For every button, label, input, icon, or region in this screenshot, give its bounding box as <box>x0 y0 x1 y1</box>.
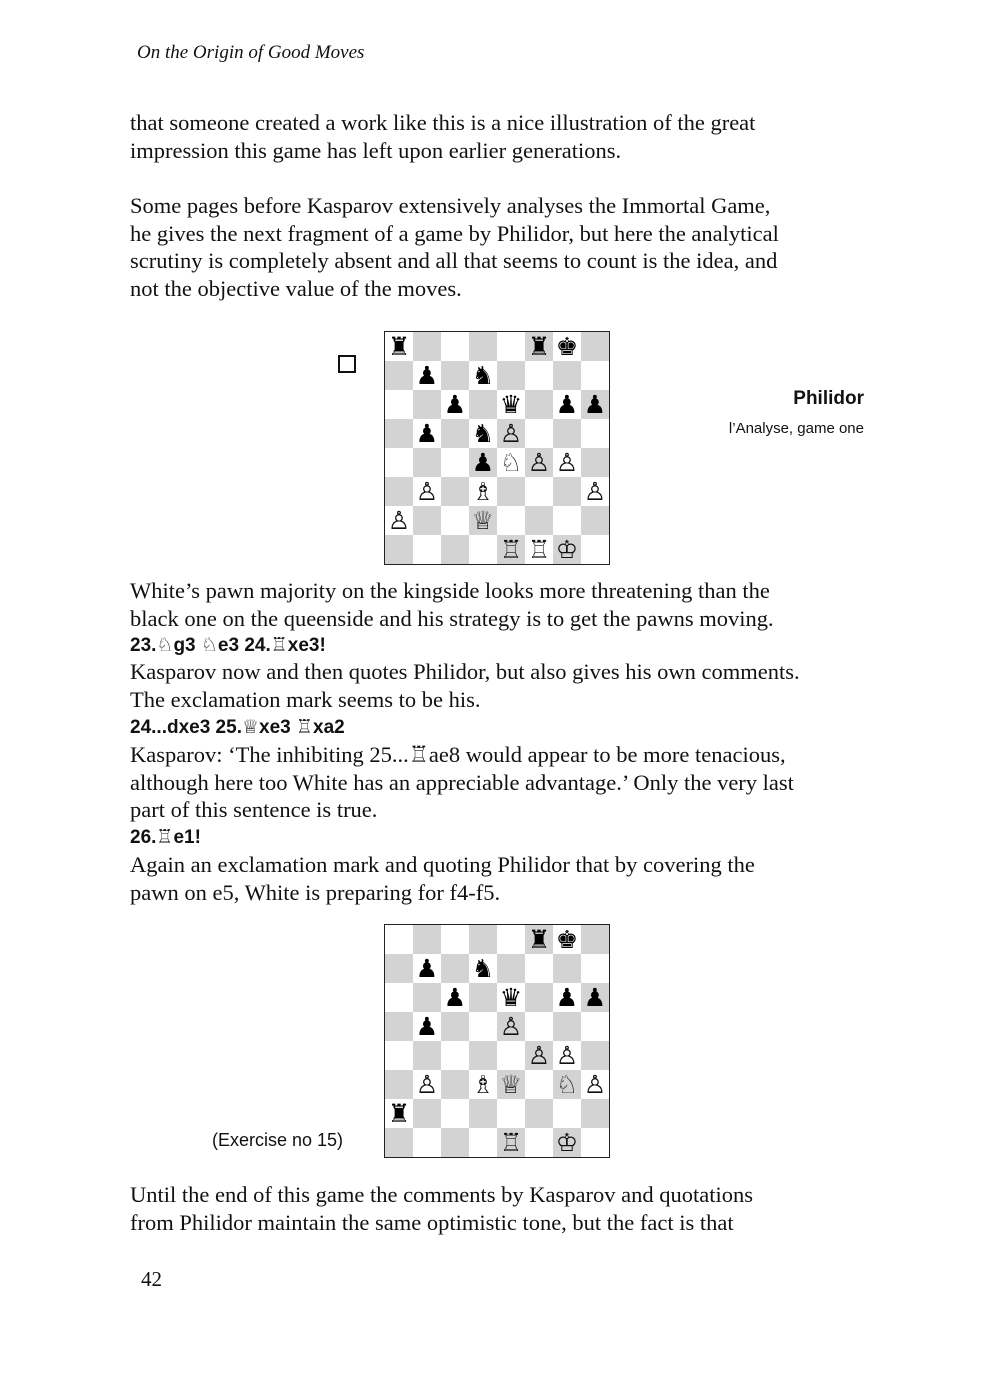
square-d7 <box>469 954 497 983</box>
black-pawn-icon: ♟ <box>555 983 579 1012</box>
square-a8 <box>385 925 413 954</box>
text-line: Again an exclamation mark and quoting Philidor that by covering the <box>130 852 755 877</box>
square-h8 <box>581 925 609 954</box>
square-d1 <box>469 535 497 564</box>
square-d6 <box>469 983 497 1012</box>
square-a1 <box>385 535 413 564</box>
square-c6 <box>441 390 469 419</box>
square-f3 <box>525 477 553 506</box>
square-b2 <box>413 506 441 535</box>
square-a2 <box>385 506 413 535</box>
square-d6 <box>469 390 497 419</box>
square-g8 <box>553 925 581 954</box>
square-d4 <box>469 1041 497 1070</box>
square-c2 <box>441 506 469 535</box>
text-line: Kasparov: ‘The inhibiting 25...♖ae8 would appear to be more tenacious, <box>130 742 786 767</box>
paragraph-6 <box>130 851 870 906</box>
square-e7 <box>497 954 525 983</box>
white-pawn-icon: ♙ <box>583 477 607 506</box>
square-e2 <box>497 1099 525 1128</box>
white-knight-icon: ♘ <box>499 448 523 477</box>
square-h2 <box>581 506 609 535</box>
square-f2 <box>525 506 553 535</box>
square-d3 <box>469 1070 497 1099</box>
square-d8 <box>469 332 497 361</box>
square-f7 <box>525 361 553 390</box>
diagram-source: l’Analyse, game one <box>728 420 864 437</box>
square-g6 <box>553 983 581 1012</box>
square-h5 <box>581 1012 609 1041</box>
square-b7 <box>413 954 441 983</box>
square-f3 <box>525 1070 553 1099</box>
text-line: White’s pawn majority on the kingside looks more threatening than the <box>130 578 770 603</box>
chess-diagram-2 <box>384 924 610 1158</box>
square-d2 <box>469 506 497 535</box>
square-e2 <box>497 506 525 535</box>
square-e1 <box>497 1128 525 1157</box>
square-f6 <box>525 983 553 1012</box>
square-h5 <box>581 419 609 448</box>
black-rook-icon: ♜ <box>527 925 551 954</box>
square-e5 <box>497 419 525 448</box>
square-g5 <box>553 419 581 448</box>
text-line: he gives the next fragment of a game by Philidor, but here the analytical <box>130 220 779 246</box>
square-d4 <box>469 448 497 477</box>
square-c8 <box>441 925 469 954</box>
square-c5 <box>441 419 469 448</box>
text-line: scrutiny is completely absent and all that seems to count is the idea, and <box>130 248 778 273</box>
white-bishop-icon: ♗ <box>471 1070 495 1099</box>
chess-diagram-1 <box>384 331 610 565</box>
square-c7 <box>441 361 469 390</box>
square-h3 <box>581 1070 609 1099</box>
black-pawn-icon: ♟ <box>443 983 467 1012</box>
square-b8 <box>413 925 441 954</box>
square-g1 <box>553 1128 581 1157</box>
white-pawn-icon: ♙ <box>387 506 411 535</box>
black-pawn-icon: ♟ <box>583 390 607 419</box>
square-g2 <box>553 1099 581 1128</box>
square-c8 <box>441 332 469 361</box>
square-a6 <box>385 390 413 419</box>
square-g2 <box>553 506 581 535</box>
white-pawn-icon: ♙ <box>499 1012 523 1041</box>
square-f4 <box>525 448 553 477</box>
square-a8 <box>385 332 413 361</box>
black-rook-icon: ♜ <box>527 332 551 361</box>
text-line: Until the end of this game the comments by Kasparov and quotations <box>130 1182 754 1207</box>
square-h1 <box>581 1128 609 1157</box>
square-g3 <box>553 477 581 506</box>
square-b3 <box>413 477 441 506</box>
square-a5 <box>385 1012 413 1041</box>
square-g5 <box>553 1012 581 1041</box>
square-d2 <box>469 1099 497 1128</box>
white-pawn-icon: ♙ <box>527 1041 551 1070</box>
square-g4 <box>553 448 581 477</box>
black-pawn-icon: ♟ <box>415 361 439 390</box>
text-line: although here too White has an appreciable advantage.’ Only the very last <box>130 769 794 795</box>
square-h6 <box>581 983 609 1012</box>
text-line: The exclamation mark seems to be his. <box>130 686 481 712</box>
square-e4 <box>497 1041 525 1070</box>
square-h7 <box>581 361 609 390</box>
square-e1 <box>497 535 525 564</box>
square-f1 <box>525 1128 553 1157</box>
square-h6 <box>581 390 609 419</box>
black-rook-icon: ♜ <box>387 1099 411 1128</box>
square-e5 <box>497 1012 525 1041</box>
square-a5 <box>385 419 413 448</box>
square-a3 <box>385 477 413 506</box>
square-g8 <box>553 332 581 361</box>
black-knight-icon: ♞ <box>471 954 495 983</box>
page-number: 42 <box>141 1267 162 1291</box>
white-king-icon: ♔ <box>555 535 579 564</box>
move-line-1: 23.♘g3 ♘e3 24.♖xe3! <box>130 635 326 656</box>
square-g4 <box>553 1041 581 1070</box>
square-f5 <box>525 419 553 448</box>
white-pawn-icon: ♙ <box>499 419 523 448</box>
square-d5 <box>469 419 497 448</box>
square-f6 <box>525 390 553 419</box>
square-b3 <box>413 1070 441 1099</box>
move-line-3: 26.♖e1! <box>130 827 201 848</box>
square-e7 <box>497 361 525 390</box>
square-b8 <box>413 332 441 361</box>
square-d7 <box>469 361 497 390</box>
black-queen-icon: ♛ <box>499 983 523 1012</box>
square-g7 <box>553 361 581 390</box>
exercise-caption: (Exercise no 15) <box>212 1130 344 1150</box>
white-pawn-icon: ♙ <box>415 1070 439 1099</box>
text-line: that someone created a work like this is a nice illustration of the great <box>130 110 756 135</box>
square-f2 <box>525 1099 553 1128</box>
black-pawn-icon: ♟ <box>471 448 495 477</box>
square-c3 <box>441 1070 469 1099</box>
move-line-2: 24...dxe3 25.♕xe3 ♖xa2 <box>130 717 345 738</box>
text-line: Kasparov now and then quotes Philidor, but also gives his own comments. <box>130 659 800 684</box>
square-f8 <box>525 925 553 954</box>
square-b5 <box>413 419 441 448</box>
black-rook-icon: ♜ <box>387 332 411 361</box>
text-line: impression this game has left upon earlier generations. <box>130 137 622 163</box>
square-b6 <box>413 983 441 1012</box>
square-g7 <box>553 954 581 983</box>
square-h4 <box>581 1041 609 1070</box>
black-pawn-icon: ♟ <box>415 419 439 448</box>
black-knight-icon: ♞ <box>471 419 495 448</box>
square-c4 <box>441 1041 469 1070</box>
square-a2 <box>385 1099 413 1128</box>
black-pawn-icon: ♟ <box>443 390 467 419</box>
paragraph-3 <box>130 577 870 632</box>
square-a3 <box>385 1070 413 1099</box>
black-king-icon: ♚ <box>555 332 579 361</box>
white-king-icon: ♔ <box>555 1128 579 1157</box>
square-f1 <box>525 535 553 564</box>
black-pawn-icon: ♟ <box>415 1012 439 1041</box>
square-c4 <box>441 448 469 477</box>
white-queen-icon: ♕ <box>499 1070 523 1099</box>
square-d5 <box>469 1012 497 1041</box>
white-rook-icon: ♖ <box>499 535 523 564</box>
square-a1 <box>385 1128 413 1157</box>
paragraph-7 <box>130 1181 870 1236</box>
square-h8 <box>581 332 609 361</box>
white-pawn-icon: ♙ <box>527 448 551 477</box>
square-b4 <box>413 448 441 477</box>
square-e3 <box>497 1070 525 1099</box>
text-line: black one on the queenside and his strategy is to get the pawns moving. <box>130 605 774 631</box>
square-f8 <box>525 332 553 361</box>
white-pawn-icon: ♙ <box>555 1041 579 1070</box>
white-bishop-icon: ♗ <box>471 477 495 506</box>
square-a7 <box>385 361 413 390</box>
text-line: not the objective value of the moves. <box>130 275 462 301</box>
text-line: part of this sentence is true. <box>130 797 378 822</box>
square-c1 <box>441 535 469 564</box>
square-e3 <box>497 477 525 506</box>
text-line: Some pages before Kasparov extensively analyses the Immortal Game, <box>130 193 771 218</box>
square-h2 <box>581 1099 609 1128</box>
square-c5 <box>441 1012 469 1041</box>
black-pawn-icon: ♟ <box>415 954 439 983</box>
square-h1 <box>581 535 609 564</box>
paragraph-5 <box>130 741 870 824</box>
square-e6 <box>497 390 525 419</box>
square-b6 <box>413 390 441 419</box>
square-a4 <box>385 1041 413 1070</box>
square-a4 <box>385 448 413 477</box>
square-e8 <box>497 925 525 954</box>
black-knight-icon: ♞ <box>471 361 495 390</box>
square-c1 <box>441 1128 469 1157</box>
square-e4 <box>497 448 525 477</box>
square-f4 <box>525 1041 553 1070</box>
square-b2 <box>413 1099 441 1128</box>
white-pawn-icon: ♙ <box>583 1070 607 1099</box>
black-queen-icon: ♛ <box>499 390 523 419</box>
square-e8 <box>497 332 525 361</box>
white-pawn-icon: ♙ <box>555 448 579 477</box>
paragraph-4 <box>130 658 870 713</box>
square-b1 <box>413 1128 441 1157</box>
black-pawn-icon: ♟ <box>555 390 579 419</box>
square-f7 <box>525 954 553 983</box>
square-c7 <box>441 954 469 983</box>
text-line: pawn on e5, White is preparing for f4-f5. <box>130 879 501 905</box>
square-c3 <box>441 477 469 506</box>
square-f5 <box>525 1012 553 1041</box>
white-rook-icon: ♖ <box>499 1128 523 1157</box>
white-pawn-icon: ♙ <box>415 477 439 506</box>
square-h4 <box>581 448 609 477</box>
paragraph-1 <box>130 109 870 164</box>
square-g6 <box>553 390 581 419</box>
square-b5 <box>413 1012 441 1041</box>
square-e6 <box>497 983 525 1012</box>
square-g3 <box>553 1070 581 1099</box>
square-b7 <box>413 361 441 390</box>
diagram-player-name: Philidor <box>793 388 864 409</box>
running-head: On the Origin of Good Moves <box>137 42 365 63</box>
square-h3 <box>581 477 609 506</box>
square-b4 <box>413 1041 441 1070</box>
square-d3 <box>469 477 497 506</box>
square-d1 <box>469 1128 497 1157</box>
square-h7 <box>581 954 609 983</box>
square-a6 <box>385 983 413 1012</box>
square-d8 <box>469 925 497 954</box>
white-rook-icon: ♖ <box>527 535 551 564</box>
black-pawn-icon: ♟ <box>583 983 607 1012</box>
square-b1 <box>413 535 441 564</box>
black-king-icon: ♚ <box>555 925 579 954</box>
square-a7 <box>385 954 413 983</box>
side-to-move-indicator <box>338 355 356 373</box>
white-knight-icon: ♘ <box>555 1070 579 1099</box>
white-queen-icon: ♕ <box>471 506 495 535</box>
paragraph-2 <box>130 192 870 302</box>
square-c2 <box>441 1099 469 1128</box>
square-c6 <box>441 983 469 1012</box>
text-line: from Philidor maintain the same optimistic tone, but the fact is that <box>130 1209 734 1235</box>
square-g1 <box>553 535 581 564</box>
